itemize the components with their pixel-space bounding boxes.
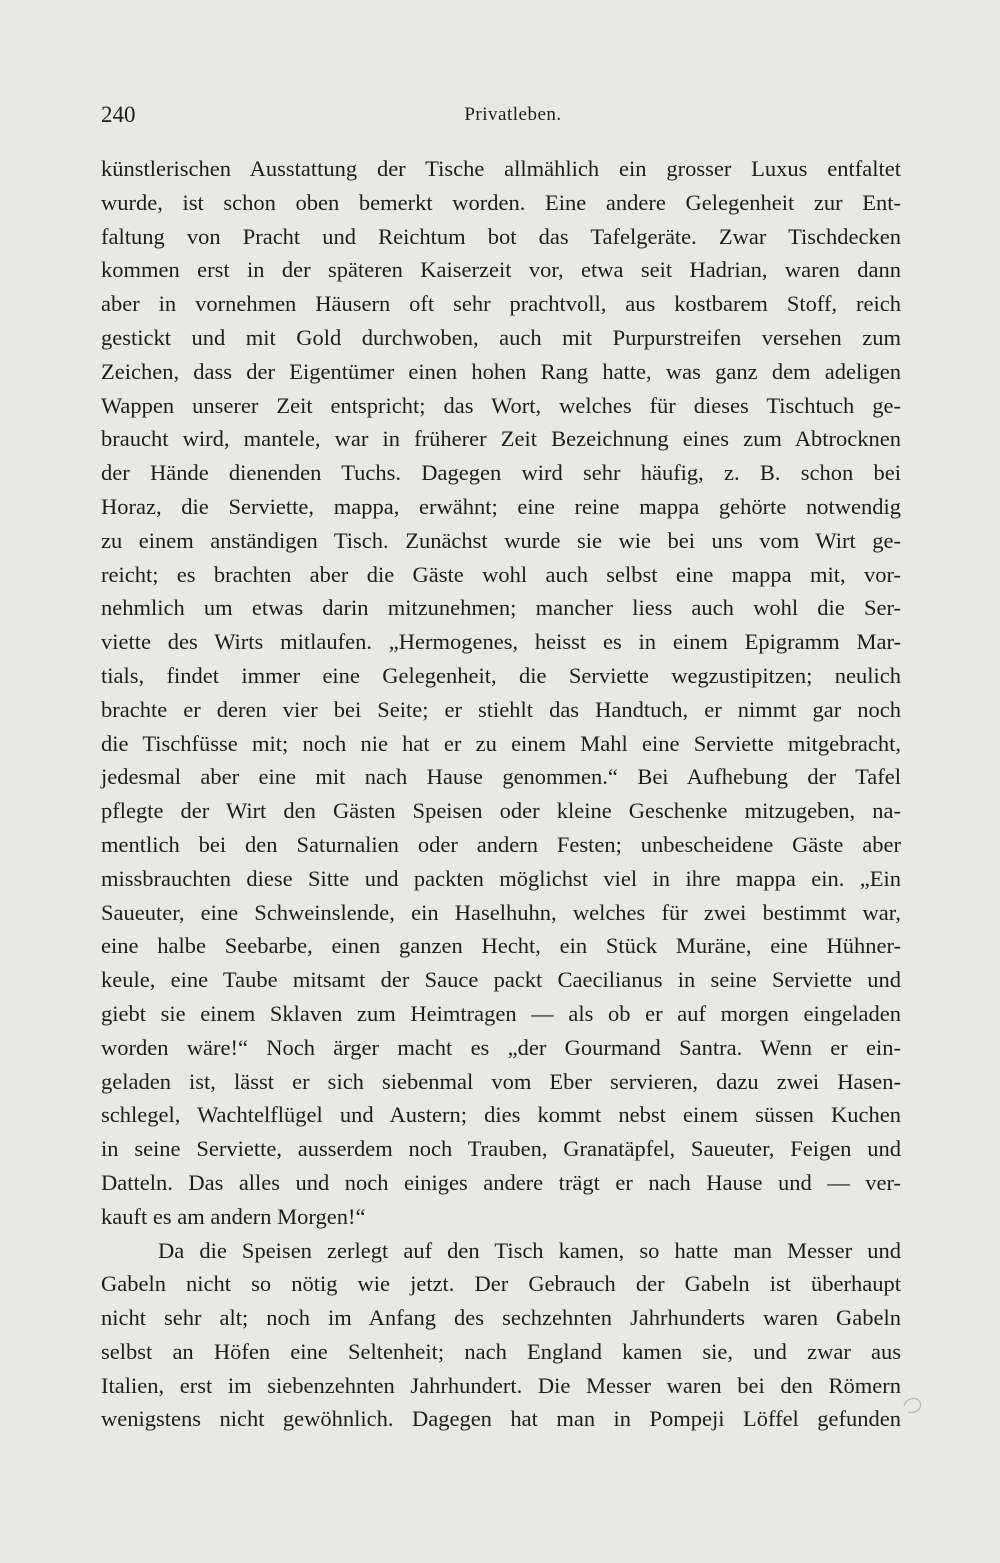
page-header [101, 98, 901, 132]
text-line: mentlich bei den Saturnalien oder andern Festen; unbescheidene Gäste aber [101, 831, 901, 857]
text-line: braucht wird, mantele, war in früherer Zeit Bezeichnung eines zum Abtrocknen [101, 426, 901, 452]
text-line: Wappen unserer Zeit entspricht; das Wort, welches für dieses Tischtuch ge- [101, 392, 901, 418]
text-line: reicht; es brachten aber die Gäste wohl auch selbst eine mappa mit, vor- [101, 561, 901, 587]
text-line: kauft es am andern Morgen!“ [101, 1203, 366, 1229]
margin-pencil-mark [898, 1392, 926, 1420]
text-line: gestickt und mit Gold durchwoben, auch mit Purpurstreifen versehen zum [101, 324, 901, 350]
text-line: künstlerischen Ausstattung der Tische allmählich ein grosser Luxus entfaltet [101, 156, 901, 181]
text-line: giebt sie einem Sklaven zum Heimtragen — als ob er auf morgen eingeladen [101, 1000, 901, 1026]
text-line: viette des Wirts mitlaufen. „Hermogenes, heisst es in einem Epigramm Mar- [101, 629, 901, 655]
text-line: Datteln. Das alles und noch einiges andere trägt er nach Hause und — ver- [101, 1169, 901, 1195]
text-line: tials, findet immer eine Gelegenheit, die Serviette wegzustipitzen; neulich [101, 662, 901, 688]
body-text [101, 152, 901, 1436]
text-line: der Hände dienenden Tuchs. Dagegen wird sehr häufig, z. B. schon bei [101, 460, 901, 486]
text-line: zu einem anständigen Tisch. Zunächst wurde sie wie bei uns vom Wirt ge- [101, 527, 901, 553]
text-line: geladen ist, lässt er sich siebenmal vom Eber servieren, dazu zwei Hasen- [101, 1068, 901, 1094]
text-line: wenigstens nicht gewöhnlich. Dagegen hat man in Pompeji Löffel gefunden [101, 1406, 901, 1432]
text-line: missbrauchten diese Sitte und packten möglichst viel in ihre mappa ein. „Ein [101, 865, 901, 891]
text-line: keule, eine Taube mitsamt der Sauce packt Caecilianus in seine Serviette und [101, 967, 901, 993]
text-line: Italien, erst im siebenzehnten Jahrhundert. Die Messer waren bei den Römern [101, 1372, 901, 1398]
text-line: aber in vornehmen Häusern oft sehr prachtvoll, aus kostbarem Stoff, reich [101, 291, 901, 317]
text-line: wurde, ist schon oben bemerkt worden. Eine andere Gelegenheit zur Ent- [101, 189, 901, 215]
text-line: kommen erst in der späteren Kaiserzeit vor, etwa seit Hadrian, waren dann [101, 257, 901, 283]
text-line: in seine Serviette, ausserdem noch Trauben, Granatäpfel, Saueuter, Feigen und [101, 1136, 901, 1162]
text-line: brachte er deren vier bei Seite; er stiehlt das Handtuch, er nimmt gar noch [101, 696, 901, 722]
text-line: worden wäre!“ Noch ärger macht es „der Gourmand Santra. Wenn er ein- [101, 1034, 901, 1060]
text-line: Zeichen, dass der Eigentümer einen hohen Rang hatte, was ganz dem adeligen [101, 358, 901, 384]
text-line: selbst an Höfen eine Seltenheit; nach England kamen sie, und zwar aus [101, 1338, 901, 1364]
text-line: Horaz, die Serviette, mappa, erwähnt; eine reine mappa gehörte notwendig [101, 493, 901, 519]
text-line: eine halbe Seebarbe, einen ganzen Hecht, ein Stück Muräne, eine Hühner- [101, 933, 901, 959]
text-line: Saueuter, eine Schweinslende, ein Haselhuhn, welches für zwei bestimmt war, [101, 899, 901, 925]
text-line: schlegel, Wachtelflügel und Austern; dies kommt nebst einem süssen Kuchen [101, 1102, 901, 1128]
text-line: jedesmal aber eine mit nach Hause genommen.“ Bei Aufhebung der Tafel [101, 764, 901, 790]
text-line: faltung von Pracht und Reichtum bot das Tafelgeräte. Zwar Tischdecken [101, 223, 901, 249]
text-line: nehmlich um etwas darin mitzunehmen; mancher liess auch wohl die Ser- [101, 595, 901, 621]
running-title: Privatleben. [464, 104, 562, 125]
text-line: pflegte der Wirt den Gästen Speisen oder kleine Geschenke mitzugeben, na- [101, 798, 901, 824]
text-line: nicht sehr alt; noch im Anfang des sechzehnten Jahrhunderts waren Gabeln [101, 1305, 901, 1331]
text-line: Da die Speisen zerlegt auf den Tisch kamen, so hatte man Messer und [158, 1237, 901, 1263]
page-number: 240 [101, 102, 136, 127]
text-line: Gabeln nicht so nötig wie jetzt. Der Gebrauch der Gabeln ist überhaupt [101, 1271, 901, 1297]
text-line: die Tischfüsse mit; noch nie hat er zu einem Mahl eine Serviette mitgebracht, [101, 730, 901, 756]
